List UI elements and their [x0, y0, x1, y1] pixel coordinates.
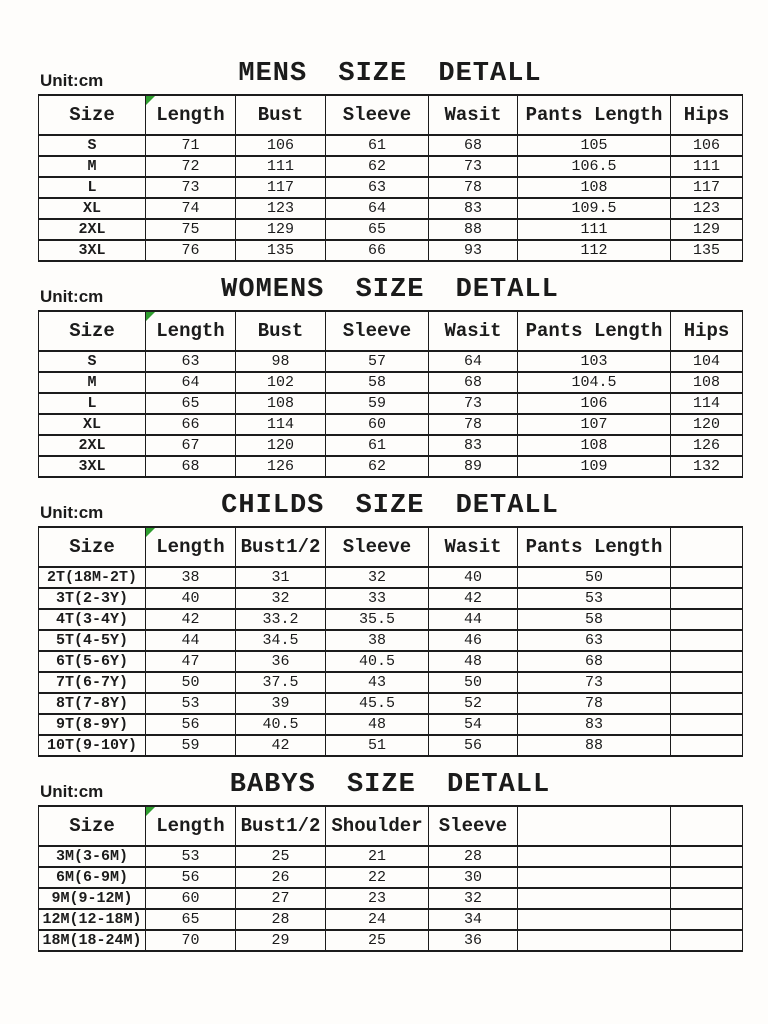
value-cell [671, 909, 743, 930]
table-row [39, 198, 743, 219]
value-cell: 103 [518, 351, 671, 372]
value-cell: 35.5 [326, 609, 429, 630]
value-cell: 108 [518, 177, 671, 198]
table-row [39, 351, 743, 372]
value-cell: 59 [326, 393, 429, 414]
table-row [39, 456, 743, 477]
table-row [39, 156, 743, 177]
value-cell [671, 735, 743, 756]
column-header: Sleeve [429, 806, 518, 846]
value-cell: 51 [326, 735, 429, 756]
size-cell: XL [39, 414, 146, 435]
value-cell: 78 [429, 414, 518, 435]
value-cell: 114 [236, 414, 326, 435]
unit-label: Unit:cm [40, 782, 104, 801]
value-cell: 48 [326, 714, 429, 735]
value-cell: 56 [429, 735, 518, 756]
value-cell: 112 [518, 240, 671, 261]
value-cell: 53 [146, 693, 236, 714]
value-cell: 39 [236, 693, 326, 714]
value-cell: 23 [326, 888, 429, 909]
value-cell: 120 [236, 435, 326, 456]
value-cell: 66 [146, 414, 236, 435]
table-row [39, 393, 743, 414]
value-cell: 106 [518, 393, 671, 414]
value-cell: 30 [429, 867, 518, 888]
value-cell: 47 [146, 651, 236, 672]
header-row [39, 527, 743, 567]
value-cell: 32 [236, 588, 326, 609]
column-header: Size [39, 95, 146, 135]
value-cell: 123 [671, 198, 743, 219]
value-cell: 28 [429, 846, 518, 867]
size-cell: 9T(8-9Y) [39, 714, 146, 735]
size-cell: 3XL [39, 240, 146, 261]
column-header: Wasit [429, 95, 518, 135]
size-cell: S [39, 351, 146, 372]
value-cell: 22 [326, 867, 429, 888]
value-cell [518, 888, 671, 909]
value-cell: 63 [326, 177, 429, 198]
value-cell: 107 [518, 414, 671, 435]
table-row [39, 714, 743, 735]
value-cell: 36 [236, 651, 326, 672]
size-table-section [38, 488, 742, 757]
value-cell [671, 846, 743, 867]
column-header: Wasit [429, 311, 518, 351]
column-header: Pants Length [518, 311, 671, 351]
value-cell: 104.5 [518, 372, 671, 393]
value-cell: 73 [518, 672, 671, 693]
value-cell [518, 909, 671, 930]
value-cell: 44 [429, 609, 518, 630]
value-cell: 27 [236, 888, 326, 909]
size-table-section [38, 767, 742, 952]
unit-label: Unit:cm [40, 503, 104, 522]
value-cell: 43 [326, 672, 429, 693]
value-cell: 74 [146, 198, 236, 219]
value-cell: 83 [429, 435, 518, 456]
value-cell: 31 [236, 567, 326, 588]
value-cell: 76 [146, 240, 236, 261]
value-cell: 57 [326, 351, 429, 372]
table-row [39, 909, 743, 930]
column-header: Sleeve [326, 95, 429, 135]
size-cell: L [39, 393, 146, 414]
value-cell: 135 [236, 240, 326, 261]
size-cell: 3M(3-6M) [39, 846, 146, 867]
size-table-section [38, 272, 742, 478]
value-cell: 68 [146, 456, 236, 477]
value-cell: 83 [518, 714, 671, 735]
value-cell: 105 [518, 135, 671, 156]
column-header: Bust [236, 311, 326, 351]
value-cell: 26 [236, 867, 326, 888]
value-cell: 108 [671, 372, 743, 393]
value-cell: 40.5 [236, 714, 326, 735]
value-cell: 75 [146, 219, 236, 240]
value-cell [671, 693, 743, 714]
size-cell: L [39, 177, 146, 198]
size-cell: 2T(18M-2T) [39, 567, 146, 588]
section-header [38, 56, 742, 92]
value-cell [518, 846, 671, 867]
value-cell: 62 [326, 156, 429, 177]
header-row [39, 806, 743, 846]
value-cell: 111 [236, 156, 326, 177]
column-header: Pants Length [518, 95, 671, 135]
value-cell: 58 [518, 609, 671, 630]
column-header: Pants Length [518, 527, 671, 567]
value-cell [671, 672, 743, 693]
section-header [38, 488, 742, 524]
column-header: Length [146, 806, 236, 846]
table-title: CHILDS SIZE DETALL [221, 491, 559, 521]
table-row [39, 735, 743, 756]
value-cell: 38 [146, 567, 236, 588]
value-cell: 40 [429, 567, 518, 588]
size-table [38, 310, 743, 478]
value-cell [671, 609, 743, 630]
value-cell: 56 [146, 867, 236, 888]
value-cell: 33.2 [236, 609, 326, 630]
value-cell: 63 [146, 351, 236, 372]
value-cell: 61 [326, 135, 429, 156]
comment-flag-icon [146, 312, 155, 321]
value-cell: 48 [429, 651, 518, 672]
value-cell: 73 [429, 156, 518, 177]
value-cell: 53 [518, 588, 671, 609]
size-cell: 6T(5-6Y) [39, 651, 146, 672]
column-header: Sleeve [326, 527, 429, 567]
column-header: Shoulder [326, 806, 429, 846]
value-cell: 52 [429, 693, 518, 714]
value-cell: 58 [326, 372, 429, 393]
value-cell: 56 [146, 714, 236, 735]
column-header: Length [146, 95, 236, 135]
table-row [39, 219, 743, 240]
size-cell: 10T(9-10Y) [39, 735, 146, 756]
value-cell: 73 [146, 177, 236, 198]
column-header: Sleeve [326, 311, 429, 351]
size-table [38, 94, 743, 262]
value-cell: 42 [429, 588, 518, 609]
value-cell: 24 [326, 909, 429, 930]
value-cell: 114 [671, 393, 743, 414]
value-cell: 64 [326, 198, 429, 219]
value-cell: 42 [236, 735, 326, 756]
value-cell: 59 [146, 735, 236, 756]
value-cell: 38 [326, 630, 429, 651]
table-row [39, 435, 743, 456]
value-cell: 25 [326, 930, 429, 951]
table-row [39, 177, 743, 198]
value-cell: 120 [671, 414, 743, 435]
column-header: Wasit [429, 527, 518, 567]
value-cell: 40 [146, 588, 236, 609]
value-cell: 66 [326, 240, 429, 261]
table-row [39, 414, 743, 435]
column-header: Length [146, 311, 236, 351]
size-cell: 3XL [39, 456, 146, 477]
value-cell: 60 [326, 414, 429, 435]
column-header: Bust [236, 95, 326, 135]
value-cell: 40.5 [326, 651, 429, 672]
size-cell: 6M(6-9M) [39, 867, 146, 888]
value-cell: 109.5 [518, 198, 671, 219]
table-row [39, 651, 743, 672]
value-cell: 44 [146, 630, 236, 651]
value-cell: 111 [518, 219, 671, 240]
value-cell: 50 [429, 672, 518, 693]
value-cell: 108 [518, 435, 671, 456]
value-cell: 70 [146, 930, 236, 951]
value-cell: 123 [236, 198, 326, 219]
column-header [671, 527, 743, 567]
size-table [38, 526, 743, 757]
value-cell: 126 [236, 456, 326, 477]
value-cell: 32 [326, 567, 429, 588]
column-header: Size [39, 311, 146, 351]
value-cell: 104 [671, 351, 743, 372]
size-table [38, 805, 743, 952]
value-cell: 68 [518, 651, 671, 672]
value-cell: 25 [236, 846, 326, 867]
value-cell [671, 630, 743, 651]
value-cell: 117 [236, 177, 326, 198]
value-cell: 21 [326, 846, 429, 867]
value-cell: 106.5 [518, 156, 671, 177]
value-cell [671, 588, 743, 609]
comment-flag-icon [146, 807, 155, 816]
value-cell [671, 888, 743, 909]
table-row [39, 372, 743, 393]
value-cell [671, 867, 743, 888]
value-cell: 106 [671, 135, 743, 156]
value-cell: 78 [429, 177, 518, 198]
value-cell: 129 [671, 219, 743, 240]
value-cell: 78 [518, 693, 671, 714]
size-cell: 5T(4-5Y) [39, 630, 146, 651]
column-header: Hips [671, 311, 743, 351]
value-cell: 83 [429, 198, 518, 219]
value-cell: 68 [429, 372, 518, 393]
value-cell: 106 [236, 135, 326, 156]
table-row [39, 135, 743, 156]
value-cell: 108 [236, 393, 326, 414]
value-cell: 88 [518, 735, 671, 756]
size-cell: XL [39, 198, 146, 219]
value-cell: 72 [146, 156, 236, 177]
header-row [39, 311, 743, 351]
value-cell: 65 [326, 219, 429, 240]
value-cell: 34.5 [236, 630, 326, 651]
section-header [38, 272, 742, 308]
size-cell: M [39, 372, 146, 393]
table-row [39, 588, 743, 609]
table-row [39, 567, 743, 588]
value-cell [671, 651, 743, 672]
value-cell: 89 [429, 456, 518, 477]
value-cell: 62 [326, 456, 429, 477]
value-cell: 61 [326, 435, 429, 456]
size-cell: 7T(6-7Y) [39, 672, 146, 693]
value-cell: 117 [671, 177, 743, 198]
value-cell: 36 [429, 930, 518, 951]
size-cell: 2XL [39, 219, 146, 240]
column-header: Bust1/2 [236, 806, 326, 846]
value-cell: 109 [518, 456, 671, 477]
value-cell: 88 [429, 219, 518, 240]
comment-flag-icon [146, 96, 155, 105]
value-cell: 50 [518, 567, 671, 588]
column-header: Hips [671, 95, 743, 135]
value-cell [671, 567, 743, 588]
size-cell: 18M(18-24M) [39, 930, 146, 951]
value-cell: 65 [146, 909, 236, 930]
table-title: BABYS SIZE DETALL [229, 770, 551, 800]
table-row [39, 693, 743, 714]
value-cell: 71 [146, 135, 236, 156]
value-cell: 54 [429, 714, 518, 735]
value-cell: 29 [236, 930, 326, 951]
value-cell: 37.5 [236, 672, 326, 693]
value-cell: 63 [518, 630, 671, 651]
value-cell: 135 [671, 240, 743, 261]
column-header: Size [39, 527, 146, 567]
column-header [518, 806, 671, 846]
size-cell: 4T(3-4Y) [39, 609, 146, 630]
value-cell: 126 [671, 435, 743, 456]
table-title: MENS SIZE DETALL [238, 59, 542, 89]
table-row [39, 867, 743, 888]
value-cell: 50 [146, 672, 236, 693]
unit-label: Unit:cm [40, 71, 104, 90]
value-cell: 102 [236, 372, 326, 393]
column-header: Size [39, 806, 146, 846]
column-header: Bust1/2 [236, 527, 326, 567]
value-cell: 73 [429, 393, 518, 414]
value-cell: 53 [146, 846, 236, 867]
value-cell: 129 [236, 219, 326, 240]
unit-label: Unit:cm [40, 287, 104, 306]
value-cell: 42 [146, 609, 236, 630]
value-cell: 93 [429, 240, 518, 261]
table-row [39, 930, 743, 951]
value-cell: 60 [146, 888, 236, 909]
table-row [39, 609, 743, 630]
size-cell: S [39, 135, 146, 156]
size-cell: 9M(9-12M) [39, 888, 146, 909]
table-row [39, 846, 743, 867]
size-cell: 8T(7-8Y) [39, 693, 146, 714]
value-cell: 98 [236, 351, 326, 372]
table-row [39, 630, 743, 651]
column-header [671, 806, 743, 846]
comment-flag-icon [146, 528, 155, 537]
header-row [39, 95, 743, 135]
size-cell: 2XL [39, 435, 146, 456]
value-cell: 34 [429, 909, 518, 930]
table-row [39, 672, 743, 693]
value-cell: 132 [671, 456, 743, 477]
value-cell: 111 [671, 156, 743, 177]
size-cell: M [39, 156, 146, 177]
table-row [39, 888, 743, 909]
size-cell: 12M(12-18M) [39, 909, 146, 930]
value-cell: 68 [429, 135, 518, 156]
size-table-section [38, 56, 742, 262]
value-cell: 64 [429, 351, 518, 372]
value-cell: 65 [146, 393, 236, 414]
value-cell: 45.5 [326, 693, 429, 714]
value-cell: 67 [146, 435, 236, 456]
table-row [39, 240, 743, 261]
value-cell: 64 [146, 372, 236, 393]
value-cell [518, 930, 671, 951]
value-cell [518, 867, 671, 888]
value-cell [671, 714, 743, 735]
section-header [38, 767, 742, 803]
value-cell: 28 [236, 909, 326, 930]
size-cell: 3T(2-3Y) [39, 588, 146, 609]
table-title: WOMENS SIZE DETALL [221, 275, 559, 305]
value-cell: 46 [429, 630, 518, 651]
value-cell: 32 [429, 888, 518, 909]
column-header: Length [146, 527, 236, 567]
value-cell: 33 [326, 588, 429, 609]
value-cell [671, 930, 743, 951]
